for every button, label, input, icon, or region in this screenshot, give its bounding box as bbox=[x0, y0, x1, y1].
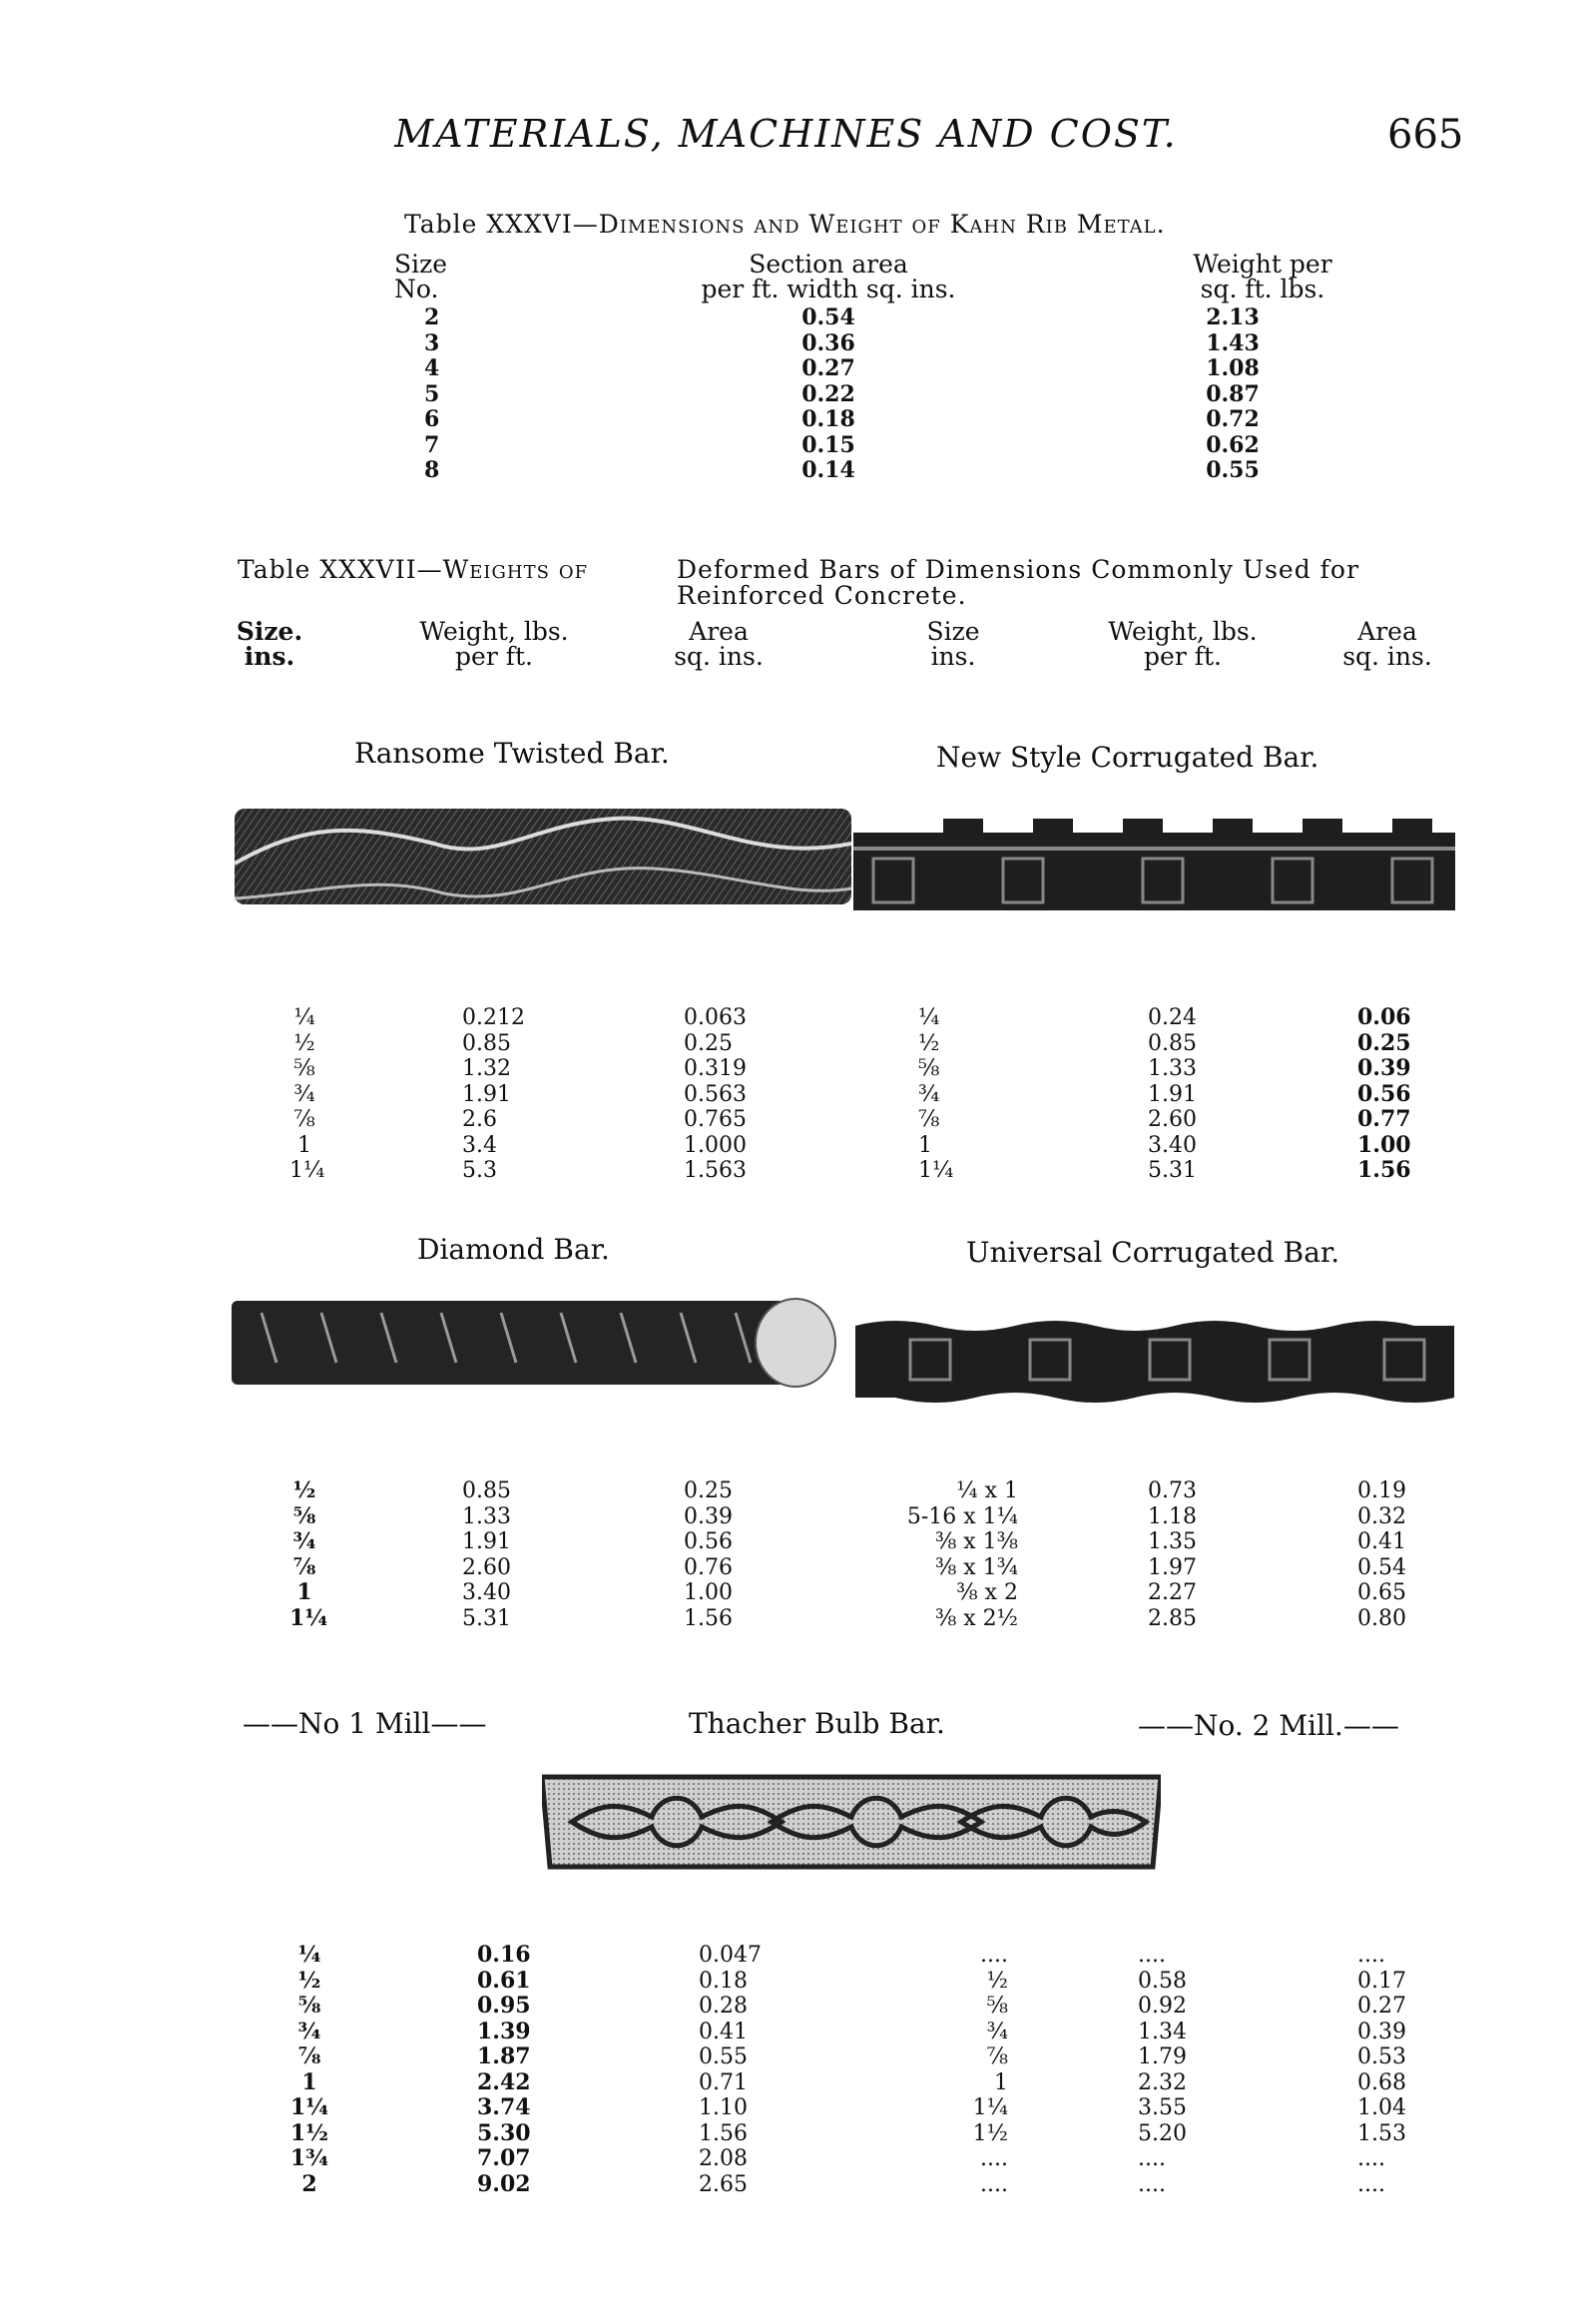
new-style-corrugated-bar-label: New Style Corrugated Bar. bbox=[936, 741, 1319, 774]
diamond-bar-label: Diamond Bar. bbox=[417, 1233, 610, 1266]
t36-weights: 2.13 1.43 1.08 0.87 0.72 0.62 0.55 bbox=[1206, 304, 1260, 483]
no-1-mill-label: ——No 1 Mill—— bbox=[243, 1707, 487, 1740]
s3-left-areas: 0.047 0.18 0.28 0.41 0.55 0.71 1.10 1.56 2.08 2.65 bbox=[699, 1943, 762, 2197]
ransome-twisted-bar-label: Ransome Twisted Bar. bbox=[354, 737, 670, 770]
t37-h-weight2: Weight, lbs. per ft. bbox=[1108, 617, 1258, 671]
s1-right-weights: 0.24 0.85 1.33 1.91 2.60 3.40 5.31 bbox=[1148, 1005, 1197, 1183]
s2-left-weights: 0.85 1.33 1.91 2.60 3.40 5.31 bbox=[462, 1478, 511, 1631]
t36-col-size-header: Size No. bbox=[394, 250, 448, 303]
t37-h-size2: Size ins. bbox=[926, 617, 980, 671]
ransome-twisted-bar-image bbox=[235, 804, 851, 911]
s2-right-sizes: ¼ x 1 5-16 x 1¼ ⅜ x 1⅜ ⅜ x 1¾ ⅜ x 2 ⅜ x 2½ bbox=[906, 1478, 1018, 1631]
s2-left-areas: 0.25 0.39 0.56 0.76 1.00 1.56 bbox=[684, 1478, 733, 1631]
s1-left-areas: 0.063 0.25 0.319 0.563 0.765 1.000 1.563 bbox=[684, 1005, 747, 1183]
table-36-caption-rest: —Dimensions and Weight of Kahn Rib Metal. bbox=[572, 210, 1166, 239]
diamond-bar-image bbox=[232, 1293, 840, 1393]
table-36-caption-lead: Table XXXVI bbox=[404, 210, 573, 239]
s2-right-weights: 0.73 1.18 1.35 1.97 2.27 2.85 bbox=[1148, 1478, 1197, 1631]
thacher-bulb-bar-label: Thacher Bulb Bar. bbox=[689, 1707, 945, 1740]
new-style-corrugated-bar-image bbox=[853, 819, 1455, 910]
t36-areas: 0.54 0.36 0.27 0.22 0.18 0.15 0.14 bbox=[801, 304, 855, 483]
t37-h-weight: Weight, lbs. per ft. bbox=[419, 617, 569, 671]
universal-corrugated-bar-image bbox=[855, 1316, 1454, 1406]
s1-right-sizes: ¼ ½ ⅝ ¾ ⅞ 1 1¼ bbox=[918, 1005, 954, 1183]
table-37-caption-line2: Reinforced Concrete. bbox=[677, 581, 967, 610]
s2-right-areas: 0.19 0.32 0.41 0.54 0.65 0.80 bbox=[1357, 1478, 1406, 1631]
t36-col-weight-header: Weight per sq. ft. lbs. bbox=[1193, 250, 1332, 303]
s3-left-weights: 0.16 0.61 0.95 1.39 1.87 2.42 3.74 5.30 7.07 9.02 bbox=[477, 1942, 531, 2197]
s3-right-sizes: .... ½ ⅝ ¾ ⅞ 1 1¼ 1½ .... .... bbox=[972, 1943, 1008, 2197]
page-number: 665 bbox=[1387, 112, 1464, 158]
table-36-caption bbox=[404, 210, 1166, 239]
no-2-mill-label: ——No. 2 Mill.—— bbox=[1138, 1709, 1399, 1742]
t37-h-area: Area sq. ins. bbox=[674, 617, 764, 671]
t36-col-area-header: Section area per ft. width sq. ins. bbox=[701, 250, 956, 303]
s1-left-sizes: ¼ ½ ⅝ ¾ ⅞ 1 1¼ bbox=[289, 1005, 325, 1183]
table-37-caption-line1b: Deformed Bars of Dimensions Commonly Used for bbox=[677, 555, 1359, 584]
s3-right-areas: .... 0.17 0.27 0.39 0.53 0.68 1.04 1.53 .... .... bbox=[1357, 1943, 1406, 2197]
s3-left-sizes: ¼ ½ ⅝ ¾ ⅞ 1 1¼ 1½ 1¾ 2 bbox=[289, 1942, 329, 2197]
t37-h-area2: Area sq. ins. bbox=[1342, 617, 1432, 671]
t37-h-size: Size. ins. bbox=[236, 617, 303, 671]
universal-corrugated-bar-label: Universal Corrugated Bar. bbox=[966, 1236, 1340, 1269]
s2-left-sizes: ½ ⅝ ¾ ⅞ 1 1¼ bbox=[289, 1477, 328, 1631]
table-37-caption-line1: Table XXXVII—Weights of bbox=[238, 555, 589, 584]
running-head: MATERIALS, MACHINES AND COST. bbox=[394, 112, 1178, 156]
s1-right-areas: 0.06 0.25 0.39 0.56 0.77 1.00 1.56 bbox=[1357, 1004, 1411, 1183]
s1-left-weights: 0.212 0.85 1.32 1.91 2.6 3.4 5.3 bbox=[462, 1005, 525, 1183]
t36-sizes: 2 3 4 5 6 7 8 bbox=[424, 304, 440, 483]
thacher-bulb-bar-image bbox=[542, 1772, 1161, 1872]
s3-right-weights: .... 0.58 0.92 1.34 1.79 2.32 3.55 5.20 .... .... bbox=[1138, 1943, 1187, 2197]
